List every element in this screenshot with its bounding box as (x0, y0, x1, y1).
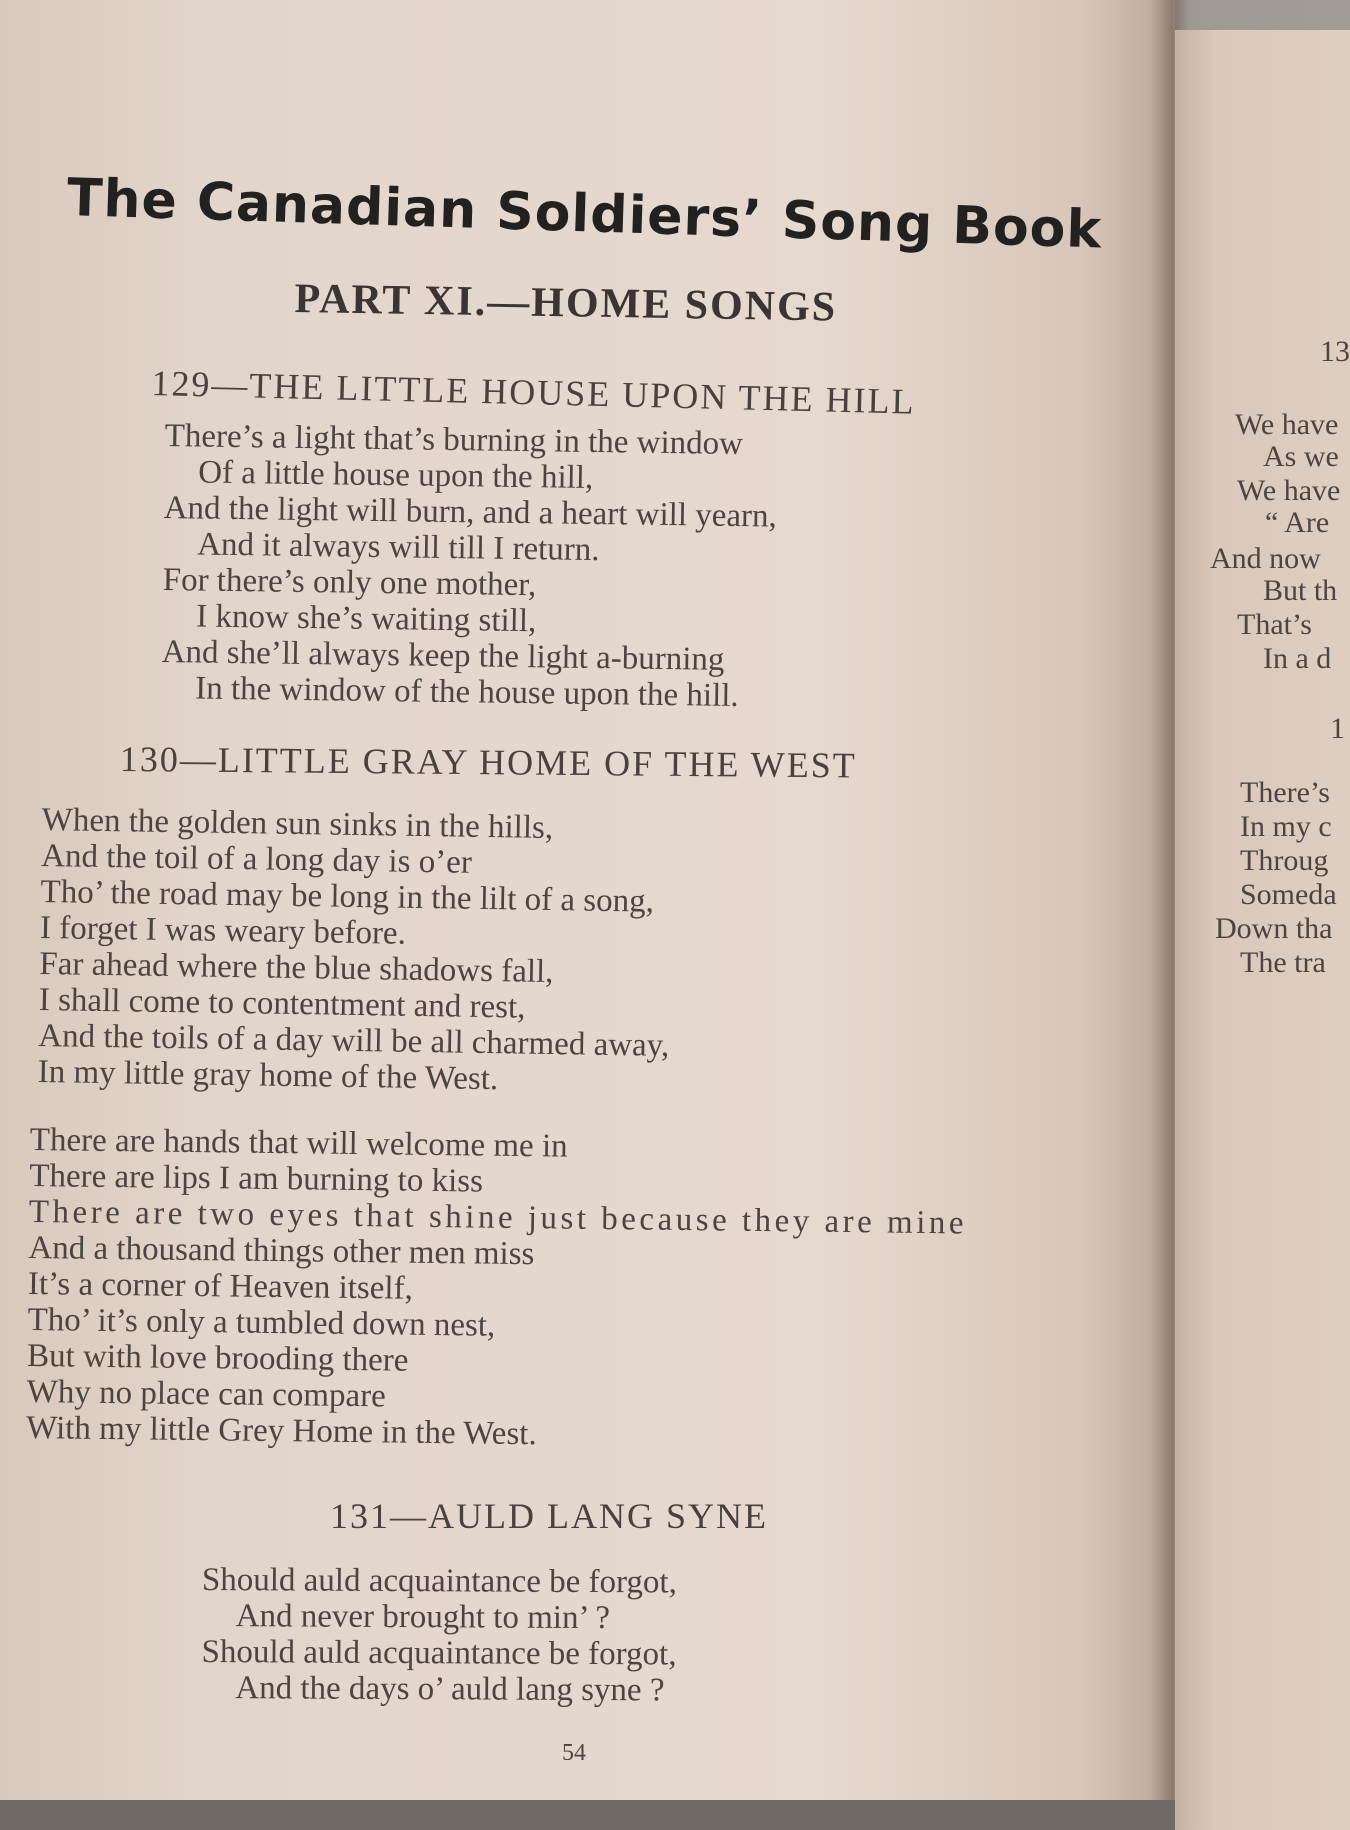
verse-line: And the toils of a day will be all charmed away, (38, 1017, 670, 1064)
verse-line: I shall come to contentment and rest, (38, 981, 526, 1026)
part-heading: PART XI.—HOME SONGS (294, 275, 838, 331)
verse-line: But with love brooding there (26, 1337, 409, 1379)
right-page (1175, 30, 1350, 1830)
page-number: 54 (562, 1740, 586, 1766)
book-title: The Canadian Soldiers’ Song Book (66, 168, 1103, 261)
verse-line: Should auld acquaintance be forgot, (201, 1633, 677, 1673)
verse-line: And never brought to min’ ? (235, 1598, 611, 1637)
song-130-verse-1 (37, 802, 673, 1100)
verse-line: Far ahead where the blue shadows fall, (39, 945, 554, 991)
song-heading-129: 129—THE LITTLE HOUSE UPON THE HILL (150, 362, 916, 422)
fragment-line: 13 (1320, 335, 1350, 368)
song-130-verse-2 (26, 1122, 968, 1457)
verse-line: And the days o’ auld lang syne ? (235, 1670, 665, 1709)
verse-line: Of a little house upon the hill, (197, 454, 594, 496)
fragment-line: And now (1210, 542, 1321, 575)
fragment-line: Throug (1240, 844, 1329, 877)
fragment-line: We have (1237, 474, 1341, 507)
verse-line: With my little Grey Home in the West. (26, 1409, 537, 1453)
fragment-line: Someda (1240, 878, 1337, 911)
fragment-line: “ Are (1265, 506, 1330, 539)
song-131-verse-1 (201, 1562, 677, 1708)
fragment-line: There’s (1240, 776, 1330, 809)
fragment-line: In my c (1240, 810, 1332, 843)
verse-line: When the golden sun sinks in the hills, (41, 802, 554, 847)
verse-line: In the window of the house upon the hill. (194, 670, 739, 715)
fragment-line: We have (1235, 408, 1339, 441)
verse-line: I know she’s waiting still, (195, 598, 537, 640)
verse-line: In my little gray home of the West. (37, 1053, 499, 1098)
song-129-verse-1 (161, 418, 778, 715)
fragment-line: As we (1263, 440, 1339, 473)
fragment-line: 1 (1330, 712, 1345, 745)
verse-line: Tho’ the road may be long in the lilt of a song, (40, 873, 655, 920)
verse-line: And the toil of a long day is o’er (40, 837, 473, 881)
fragment-line: The tra (1240, 946, 1326, 979)
verse-line: There are lips I am burning to kiss (29, 1157, 484, 1200)
fragment-line: That’s (1237, 608, 1312, 641)
verse-line: I forget I was weary before. (39, 909, 407, 952)
verse-line: And she’ll always keep the light a-burning (161, 633, 725, 678)
verse-line: And a thousand things other men miss (28, 1229, 535, 1273)
verse-line: Tho’ it’s only a tumbled down nest, (27, 1301, 496, 1344)
verse-line: It’s a corner of Heaven itself, (27, 1265, 414, 1307)
verse-line: There are two eyes that shine just because they are mine (28, 1193, 968, 1242)
verse-line: Why no place can compare (26, 1373, 387, 1415)
fragment-line: In a d (1263, 642, 1332, 675)
fragment-line: Down tha (1215, 912, 1333, 945)
song-heading-130: 130—LITTLE GRAY HOME OF THE WEST (119, 738, 857, 786)
verse-line: There’s a light that’s burning in the window (164, 418, 744, 463)
verse-line: Should auld acquaintance be forgot, (201, 1562, 678, 1601)
song-heading-131: 131—AULD LANG SYNE (330, 1496, 768, 1536)
verse-line: And the light will burn, and a heart will yearn, (163, 489, 778, 535)
verse-line: There are hands that will welcome me in (29, 1122, 568, 1165)
fragment-line: But th (1263, 574, 1338, 607)
verse-line: And it always will till I return. (196, 526, 600, 569)
verse-line: For there’s only one mother, (162, 561, 537, 604)
